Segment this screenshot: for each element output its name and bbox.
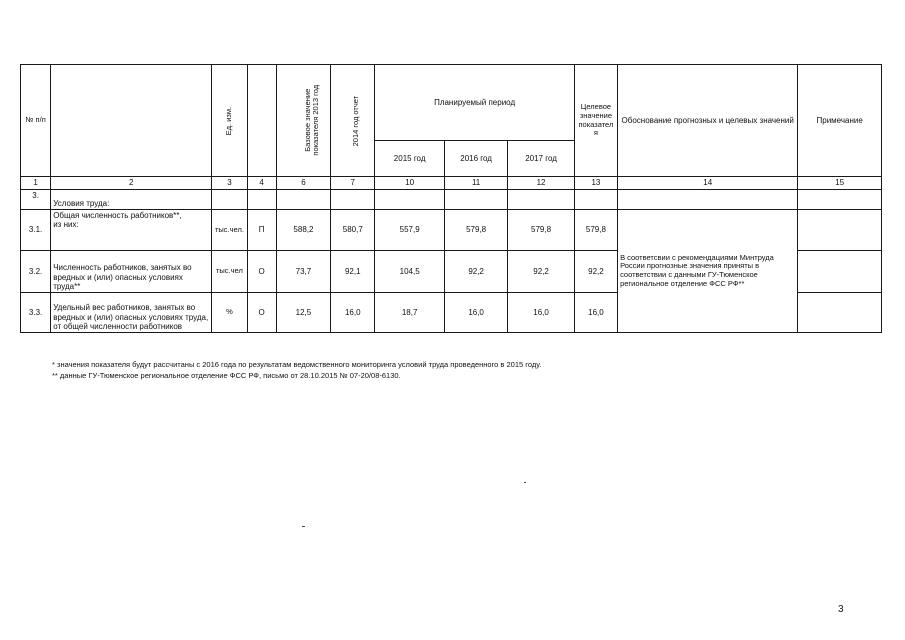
row-2016: 579,8 bbox=[444, 210, 507, 251]
empty-cell bbox=[331, 190, 375, 210]
table-row bbox=[21, 210, 882, 251]
row-num: 3.3. bbox=[21, 293, 51, 333]
section-title: Условия труда: bbox=[51, 190, 212, 210]
colnum-7: 7 bbox=[331, 177, 375, 190]
row-direction: О bbox=[247, 293, 276, 333]
empty-cell bbox=[375, 190, 444, 210]
row-note bbox=[798, 251, 882, 293]
row-target: 16,0 bbox=[574, 293, 617, 333]
header-unit bbox=[212, 65, 247, 177]
row-2015: 104,5 bbox=[375, 251, 444, 293]
section-num: 3. bbox=[21, 190, 51, 210]
row-name-line: труда** bbox=[53, 281, 81, 291]
colnum-10: 10 bbox=[375, 177, 444, 190]
row-2014: 92,1 bbox=[331, 251, 375, 293]
header-year-2017-label: 2017 год bbox=[525, 153, 557, 163]
header-note bbox=[798, 65, 882, 177]
row-name-line: Удельный вес работников, занятых во bbox=[53, 303, 196, 313]
justification-line: России прогнозные значения приняты в bbox=[620, 261, 760, 271]
page-number: 3 bbox=[838, 604, 844, 615]
row-2016: 16,0 bbox=[444, 293, 507, 333]
header-base-label bbox=[304, 85, 321, 156]
row-target: 579,8 bbox=[574, 210, 617, 251]
row-base: 12,5 bbox=[276, 293, 330, 333]
header-year-2017 bbox=[508, 141, 574, 177]
colnum-1: 1 bbox=[21, 177, 51, 190]
header-target-line1: Целевое bbox=[580, 102, 612, 112]
section-row bbox=[21, 190, 882, 210]
row-target: 92,2 bbox=[574, 251, 617, 293]
colnum-13: 13 bbox=[574, 177, 617, 190]
colnum-6: 6 bbox=[276, 177, 330, 190]
colnum-11: 11 bbox=[444, 177, 507, 190]
header-year-2016 bbox=[444, 141, 507, 177]
row-base: 73,7 bbox=[276, 251, 330, 293]
justification-line: В соответсвии с рекомендациями Минтруда bbox=[620, 252, 774, 262]
empty-cell bbox=[212, 190, 247, 210]
empty-cell bbox=[276, 190, 330, 210]
row-2014: 580,7 bbox=[331, 210, 375, 251]
row-name-line: из них: bbox=[53, 220, 79, 230]
row-unit: % bbox=[212, 293, 247, 333]
row-name bbox=[51, 251, 212, 293]
header-num-label: № п/п bbox=[25, 115, 46, 125]
header-direction bbox=[247, 65, 276, 177]
row-unit: тыс.чел. bbox=[212, 210, 247, 251]
header-unit-label: Ед. изм. bbox=[224, 106, 234, 136]
row-num: 3.2. bbox=[21, 251, 51, 293]
row-2015: 18,7 bbox=[375, 293, 444, 333]
row-2016: 92,2 bbox=[444, 251, 507, 293]
colnum-14: 14 bbox=[618, 177, 798, 190]
row-note bbox=[798, 210, 882, 251]
footnote-second: ** данные ГУ-Тюменское региональное отделение ФСС РФ, письмо от 28.10.2015 № 07-20/08-6130. bbox=[52, 371, 401, 380]
header-row-top bbox=[21, 65, 882, 141]
row-name-line: от общей численности работников bbox=[53, 321, 183, 331]
justification-line: соответствии с данными ГУ-Тюменское bbox=[620, 270, 758, 279]
header-justification-label: Обоснование прогнозных и целевых значений bbox=[621, 115, 794, 125]
header-target bbox=[574, 65, 617, 177]
header-target-line4: я bbox=[593, 128, 598, 138]
header-2014 bbox=[331, 65, 375, 177]
row-name bbox=[51, 293, 212, 333]
header-justification bbox=[618, 65, 798, 177]
header-target-line3: показател bbox=[578, 119, 614, 129]
header-target-line2: значение bbox=[579, 110, 613, 120]
header-year-2015-label: 2015 год bbox=[393, 153, 426, 163]
empty-cell bbox=[618, 190, 798, 210]
header-planned-period bbox=[375, 65, 574, 141]
empty-cell bbox=[574, 190, 617, 210]
row-name-line: вредных и (или) опасных условиях труда, bbox=[53, 312, 209, 322]
header-2014-label: 2014 год отчет bbox=[351, 95, 361, 147]
header-year-2016-label: 2016 год bbox=[460, 153, 492, 163]
row-unit: тыс.чел bbox=[212, 251, 247, 293]
row-2017: 16,0 bbox=[508, 293, 574, 333]
header-year-2015 bbox=[375, 141, 444, 177]
justification-cell bbox=[618, 210, 798, 333]
row-name-line: Численность работников, занятых во bbox=[53, 263, 192, 273]
empty-cell bbox=[247, 190, 276, 210]
footnote-first: * значения показателя будут рассчитаны с 2016 года по результатам ведомственного мониторинга условий труда проведенного в 2015 году. bbox=[52, 360, 542, 369]
row-direction: О bbox=[247, 251, 276, 293]
row-name-line: Общая численность работников**, bbox=[53, 211, 182, 220]
empty-cell bbox=[798, 190, 882, 210]
row-name bbox=[51, 210, 212, 251]
header-planned-period-label: Планируемый период bbox=[434, 97, 516, 107]
row-direction: П bbox=[247, 210, 276, 251]
row-2017: 92,2 bbox=[508, 251, 574, 293]
indicators-table bbox=[20, 64, 882, 333]
row-2015: 557,9 bbox=[375, 210, 444, 251]
colnum-15: 15 bbox=[798, 177, 882, 190]
header-base-line1: Базовое значение bbox=[302, 88, 312, 153]
row-name-line: вредных и (или) опасных условиях bbox=[53, 272, 183, 282]
scan-speck bbox=[524, 482, 526, 483]
header-num bbox=[21, 65, 51, 177]
colnum-3: 3 bbox=[212, 177, 247, 190]
colnum-12: 12 bbox=[508, 177, 574, 190]
row-note bbox=[798, 293, 882, 333]
row-2017: 579,8 bbox=[508, 210, 574, 251]
row-base: 588,2 bbox=[276, 210, 330, 251]
header-name bbox=[51, 65, 212, 177]
row-num: 3.1. bbox=[21, 210, 51, 251]
colnum-4: 4 bbox=[247, 177, 276, 190]
header-base-line2: показателя 2013 год bbox=[311, 85, 321, 156]
empty-cell bbox=[444, 190, 507, 210]
empty-cell bbox=[508, 190, 574, 210]
header-note-label: Примечание bbox=[816, 115, 863, 125]
column-numbers-row bbox=[21, 177, 882, 190]
header-base bbox=[276, 65, 330, 177]
scan-speck bbox=[302, 526, 305, 527]
justification-line: региональное отделение ФСС РФ** bbox=[620, 278, 745, 288]
row-2014: 16,0 bbox=[331, 293, 375, 333]
colnum-2: 2 bbox=[51, 177, 212, 190]
